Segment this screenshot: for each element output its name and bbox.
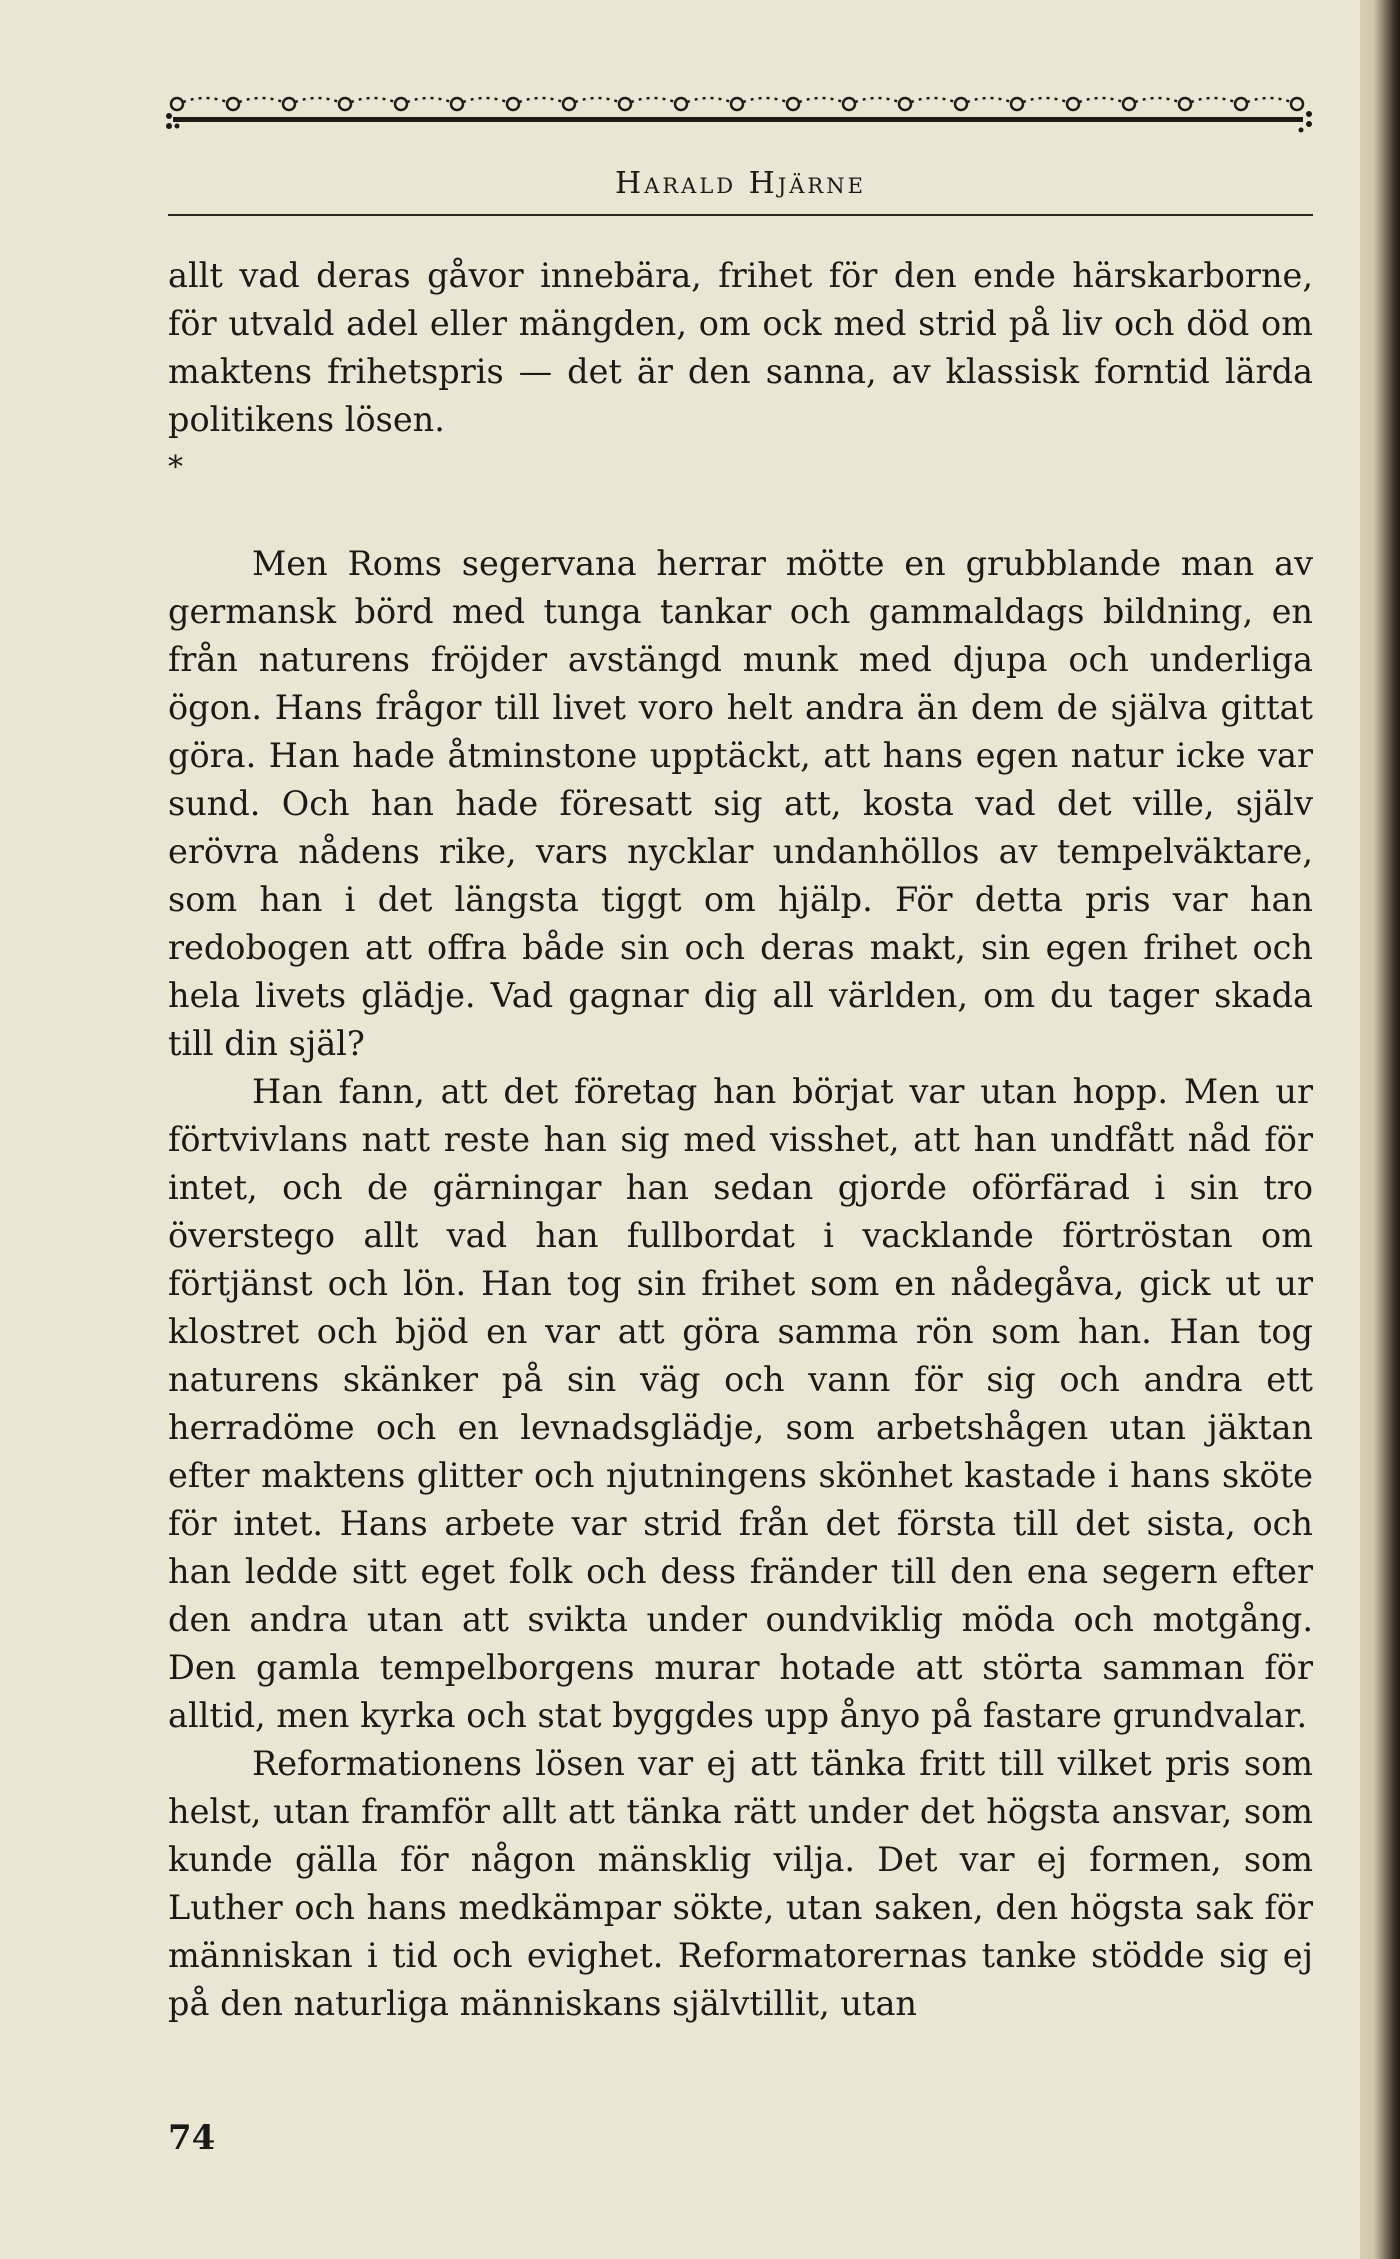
- header-rule: [168, 214, 1313, 216]
- paragraph-4: Reformationens lösen var ej att tänka fritt till vilket pris som helst, utan framför allt att tänka rätt under det högsta ansvar, som kunde gälla för någon mänsklig vilja. Det var ej formen, som Luther och hans medkämpar sökte, utan saken, den högsta sak för människan i tid och evighet. Reformatorernas tanke stödde sig ej på den naturliga människans självtillit, utan: [168, 1744, 1313, 2023]
- section-break-asterisk: *: [168, 450, 183, 485]
- body-text: [168, 252, 1313, 2028]
- ornament-chain: [171, 98, 1303, 110]
- paragraph-3: Han fann, att det företag han börjat var utan hopp. Men ur förtvivlans natt reste han sig med visshet, att han undfått nåd för intet, och de gärningar han sedan gjorde oförfärad i sin tro överstego allt vad han fullbordat i vacklande förtröstan om förtjänst och lön. Han tog sin frihet som en nådegåva, gick ut ur klostret och bjöd en var att göra samma rön som han. Han tog naturens skänker på sin väg och vann för sig och andra ett herradöme och en levnadsglädje, som arbetshågen utan jäktan efter maktens glitter och njutningens skönhet kastade i hans sköte för intet. Hans arbete var strid från det första till det sista, och han ledde sitt eget folk och dess fränder till den ena segern efter den andra utan att svikta under oundviklig möda och motgång. Den gamla tempelborgens murar hotade att störta samman för alltid, men kyrka och stat byggdes upp ånyo på fastare grundvalar.: [168, 1072, 1313, 1735]
- ornament-rule: [173, 117, 1303, 122]
- page-number: 74: [168, 2118, 216, 2158]
- header-ornament: [165, 92, 1315, 138]
- paragraph-1: allt vad deras gåvor innebära, frihet för den ende härskarborne, för utvald adel eller mängden, om ock med strid på liv och död om maktens frihetspris — det är den sanna, av klassisk forntid lärda politikens lösen.: [168, 256, 1313, 439]
- running-head: Harald Hjärne: [615, 166, 866, 201]
- page-edge-shadow: [1360, 0, 1400, 2259]
- paragraph-2: Men Roms segervana herrar mötte en grubblande man av germansk börd med tunga tankar och gammaldags bildning, en från naturens fröjder avstängd munk med djupa och underliga ögon. Hans frågor till livet voro helt andra än dem de själva gittat göra. Han hade åtminstone upptäckt, att hans egen natur icke var sund. Och han hade föresatt sig att, kosta vad det ville, själv erövra nådens rike, vars nycklar undanhöllos av tempelväktare, som han i det längsta tiggt om hjälp. För detta pris var han redobogen att offra både sin och deras makt, sin egen frihet och hela livets glädje. Vad gagnar dig all världen, om du tager skada till din själ?: [168, 544, 1313, 1063]
